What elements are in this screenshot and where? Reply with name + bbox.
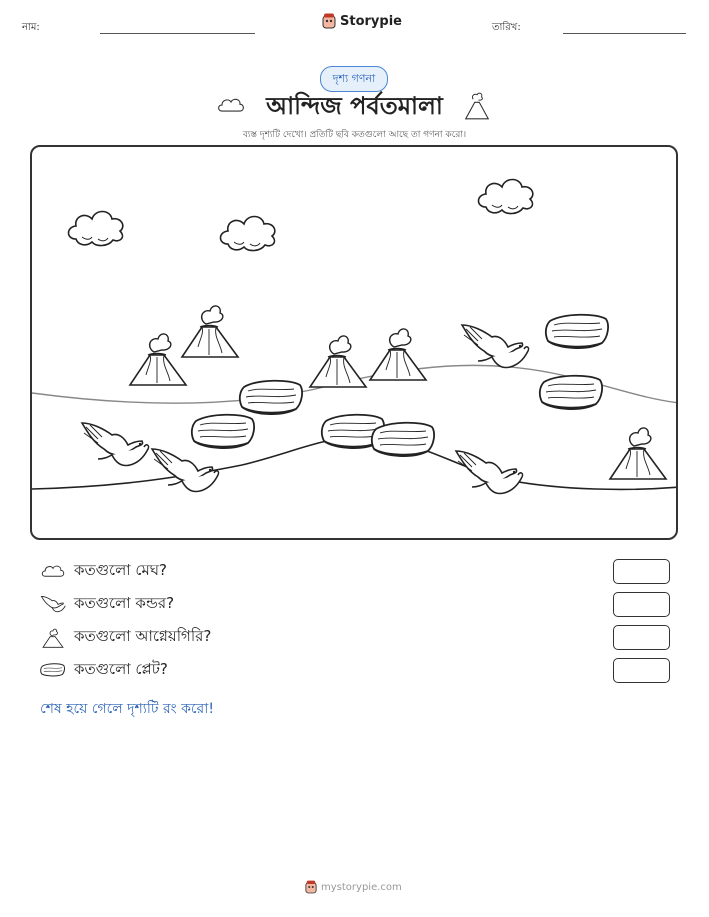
scene-volcano-5 — [610, 428, 666, 479]
question-volcanoes-label: কতগুলো আগ্নেয়গিরি? — [74, 626, 212, 645]
instructions: ব্যস্ত দৃশ্যটি দেখো। প্রতিটি ছবি কতগুলো আছে তা গণনা করো। — [242, 130, 467, 140]
plate-icon — [40, 659, 66, 681]
scene-plate-4 — [192, 415, 254, 448]
scene-condor-1 — [462, 325, 529, 368]
name-line[interactable] — [100, 33, 255, 34]
scene-volcano-4 — [370, 329, 426, 380]
title-volcano-icon — [462, 90, 492, 122]
condor-icon — [40, 593, 66, 615]
scene-cloud-1 — [69, 212, 123, 246]
scene-plate-6 — [372, 423, 434, 456]
scene-count-badge: দৃশ্য গণনা — [320, 66, 388, 92]
answer-box-condors[interactable] — [613, 592, 670, 617]
scene-plate-1 — [546, 315, 608, 348]
brand-logo — [322, 13, 402, 29]
scene-volcano-2 — [182, 306, 238, 357]
date-label: তারিখ: — [492, 22, 521, 33]
answer-box-volcanoes[interactable] — [613, 625, 670, 650]
scene-condor-3 — [152, 449, 219, 492]
scene-cloud-3 — [479, 180, 533, 214]
scene-drawing — [32, 147, 678, 540]
scene-condor-2 — [82, 423, 149, 466]
question-plates — [40, 657, 168, 683]
date-line[interactable] — [563, 33, 686, 34]
footer-url[interactable]: mystorypie.com — [321, 881, 402, 893]
scene-plate-3 — [540, 376, 602, 409]
finish-instruction: শেষ হয়ে গেলে দৃশ্যটি রং করো! — [40, 701, 214, 717]
brand-name: Storypie — [340, 13, 402, 29]
question-clouds — [40, 558, 167, 584]
scene-condor-4 — [456, 451, 523, 494]
scene-cloud-2 — [221, 217, 275, 251]
storypie-mascot-icon — [322, 13, 336, 29]
name-label: নাম: — [22, 22, 40, 33]
scene-volcano-3 — [310, 336, 366, 387]
question-clouds-label: কতগুলো মেঘ? — [74, 560, 168, 579]
answer-box-clouds[interactable] — [613, 559, 670, 584]
volcano-icon — [40, 626, 66, 648]
answer-box-plates[interactable] — [613, 658, 670, 683]
question-condors-label: কতগুলো কন্ডর? — [74, 593, 175, 612]
footer — [305, 880, 402, 894]
page-title: আন্দিজ পর্বতমালা — [266, 92, 443, 120]
scene-plate-2 — [240, 381, 302, 414]
counting-scene — [30, 145, 678, 540]
question-condors — [40, 591, 174, 617]
scene-volcano-1 — [130, 334, 186, 385]
footer-mascot-icon — [305, 880, 317, 894]
cloud-icon — [40, 560, 66, 582]
question-volcanoes — [40, 624, 211, 650]
question-plates-label: কতগুলো প্লেট? — [74, 659, 168, 678]
